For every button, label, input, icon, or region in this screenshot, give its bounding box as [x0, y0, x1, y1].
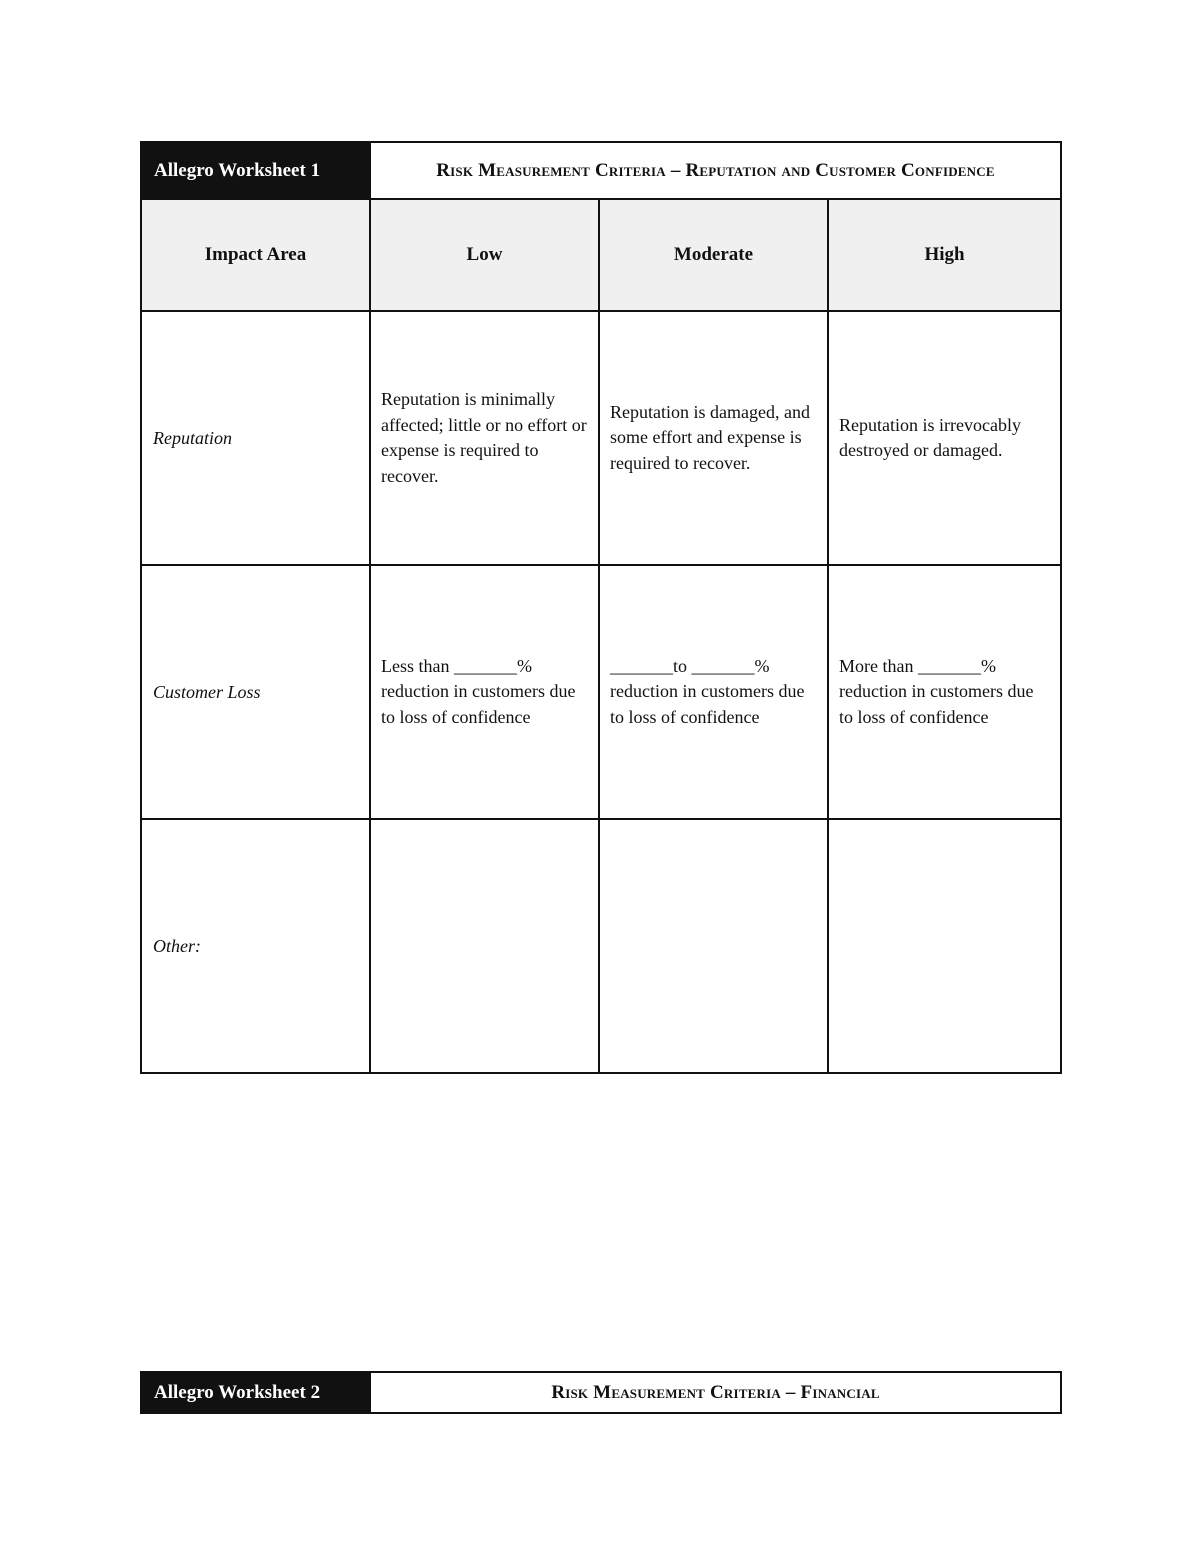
column-header-row — [141, 199, 1061, 311]
impact-area-reputation: Reputation — [141, 311, 370, 565]
reputation-moderate-cell[interactable]: Reputation is damaged, and some effort and expense is required to recover. — [599, 311, 828, 565]
worksheet-1-label: Allegro Worksheet 1 — [141, 142, 370, 199]
reputation-low-cell[interactable]: Reputation is minimally affected; little or no effort or expense is required to recover. — [370, 311, 599, 565]
other-low-cell[interactable] — [370, 819, 599, 1073]
impact-area-other: Other: — [141, 819, 370, 1073]
impact-area-customer-loss: Customer Loss — [141, 565, 370, 819]
other-high-cell[interactable] — [828, 819, 1061, 1073]
table-row — [141, 311, 1061, 565]
customer-loss-moderate-cell[interactable]: _______to _______% reduction in customers due to loss of confidence — [599, 565, 828, 819]
header-impact-area: Impact Area — [141, 199, 370, 311]
other-moderate-cell[interactable] — [599, 819, 828, 1073]
worksheet-2-label: Allegro Worksheet 2 — [141, 1372, 370, 1413]
table-row — [141, 565, 1061, 819]
worksheet-2-table — [140, 1371, 1062, 1414]
header-high: High — [828, 199, 1061, 311]
table-row — [141, 819, 1061, 1073]
worksheet-1-title-row — [141, 142, 1061, 199]
customer-loss-high-cell[interactable]: More than _______% reduction in customers due to loss of confidence — [828, 565, 1061, 819]
customer-loss-low-cell[interactable]: Less than _______% reduction in customers due to loss of confidence — [370, 565, 599, 819]
worksheet-2-title-row — [141, 1372, 1061, 1413]
worksheet-2-title: Risk Measurement Criteria – Financial — [370, 1372, 1061, 1413]
reputation-high-cell[interactable]: Reputation is irrevocably destroyed or damaged. — [828, 311, 1061, 565]
worksheet-1-table — [140, 141, 1062, 1074]
header-moderate: Moderate — [599, 199, 828, 311]
header-low: Low — [370, 199, 599, 311]
worksheet-1-title: Risk Measurement Criteria – Reputation and Customer Confidence — [370, 142, 1061, 199]
